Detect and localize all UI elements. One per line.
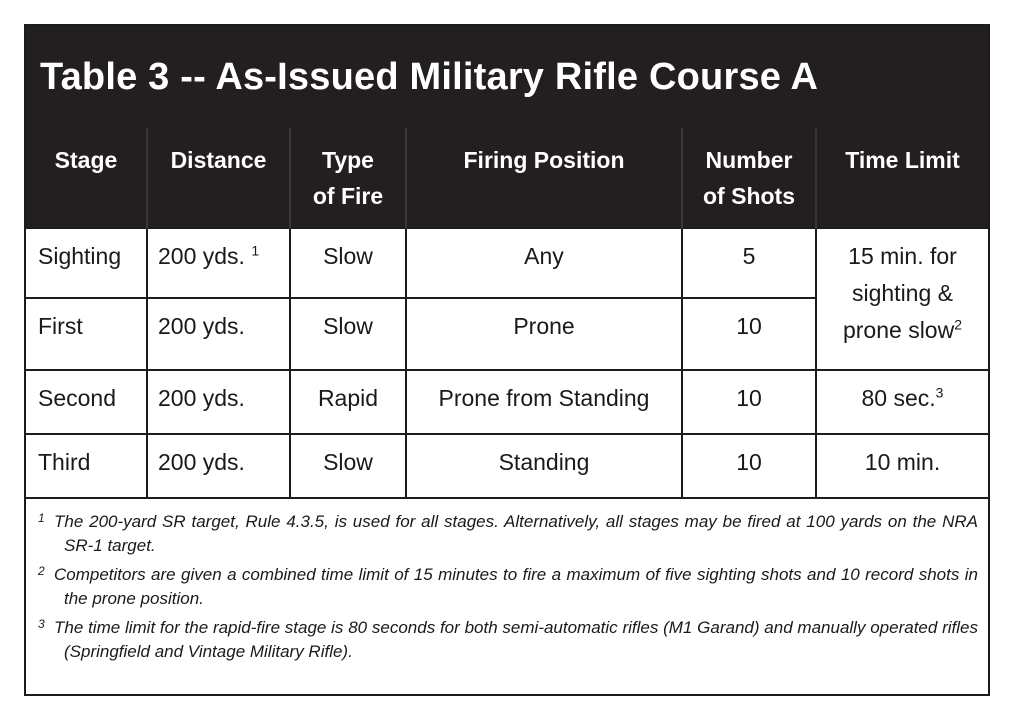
column-header-shots-line-2: of Shots xyxy=(703,183,795,209)
column-header-type-line-1: Type xyxy=(322,147,374,173)
cell-firing-position: Standing xyxy=(406,434,682,498)
cell-distance: 200 yds. xyxy=(147,434,290,498)
cell-stage: Sighting xyxy=(26,228,147,298)
column-header-type-line-2: of Fire xyxy=(312,183,384,209)
cell-distance xyxy=(147,228,290,298)
column-header-number-of-shots xyxy=(682,128,816,228)
cell-firing-position: Prone xyxy=(406,298,682,370)
cell-stage: Third xyxy=(26,434,147,498)
cell-firing-position: Any xyxy=(406,228,682,298)
footnote-ref: 3 xyxy=(935,384,944,401)
cell-type-of-fire: Rapid xyxy=(290,370,406,434)
footnote-3 xyxy=(38,616,978,664)
column-header-distance-label: Distance xyxy=(170,147,267,173)
time-limit-line-3: prone slow xyxy=(842,317,955,343)
footnote-marker: 3 xyxy=(38,617,45,631)
cell-distance-value: 200 yds. xyxy=(158,243,245,269)
course-table-frame xyxy=(24,24,990,696)
cell-time-limit xyxy=(816,370,988,434)
cell-stage: First xyxy=(26,298,147,370)
column-header-shots-line-1: Number xyxy=(705,147,793,173)
cell-number-of-shots: 10 xyxy=(682,298,816,370)
header-row xyxy=(26,128,988,228)
cell-type-of-fire: Slow xyxy=(290,228,406,298)
table-row-third xyxy=(26,434,988,498)
column-header-time-limit xyxy=(816,128,988,228)
footnote-marker: 2 xyxy=(38,564,45,578)
cell-number-of-shots: 5 xyxy=(682,228,816,298)
cell-time-limit: 10 min. xyxy=(816,434,988,498)
footnote-ref: 1 xyxy=(251,242,260,259)
cell-distance: 200 yds. xyxy=(147,370,290,434)
column-header-firing-position xyxy=(406,128,682,228)
cell-type-of-fire: Slow xyxy=(290,298,406,370)
cell-number-of-shots: 10 xyxy=(682,434,816,498)
column-header-firing-position-label: Firing Position xyxy=(463,147,625,173)
footnote-text: The time limit for the rapid-fire stage is 80 seconds for both semi-automatic rifles (M1 Garand) and manually operated rifles (Springfield and Vintage Military Rifle). xyxy=(54,618,978,661)
column-header-type-of-fire xyxy=(290,128,406,228)
column-header-distance xyxy=(147,128,290,228)
footnote-text: Competitors are given a combined time limit of 15 minutes to fire a maximum of five sighting shots and 10 record shots in the prone position. xyxy=(54,565,978,608)
cell-number-of-shots: 10 xyxy=(682,370,816,434)
table-row-sighting xyxy=(26,228,988,298)
cell-firing-position: Prone from Standing xyxy=(406,370,682,434)
cell-time-limit-merged xyxy=(816,228,988,370)
time-limit-line-2: sighting & xyxy=(851,280,953,306)
footnote-1 xyxy=(38,510,978,558)
cell-type-of-fire: Slow xyxy=(290,434,406,498)
table-row-second xyxy=(26,370,988,434)
title-bar xyxy=(26,26,988,130)
course-table xyxy=(26,128,988,499)
cell-stage: Second xyxy=(26,370,147,434)
table-title: Table 3 -- As-Issued Military Rifle Course A xyxy=(40,56,819,98)
footnotes xyxy=(26,500,988,669)
cell-time-limit-value: 80 sec. xyxy=(861,385,936,411)
footnote-text: The 200-yard SR target, Rule 4.3.5, is used for all stages. Alternatively, all stages may be fired at 100 yards on the NRA SR-1 target. xyxy=(54,512,978,555)
column-header-stage xyxy=(26,128,147,228)
time-limit-line-1: 15 min. for xyxy=(848,243,957,269)
column-header-stage-label: Stage xyxy=(54,147,118,173)
cell-distance: 200 yds. xyxy=(147,298,290,370)
column-header-time-limit-label: Time Limit xyxy=(845,147,960,173)
footnote-ref: 2 xyxy=(954,316,963,333)
footnote-2 xyxy=(38,563,978,611)
footnote-marker: 1 xyxy=(38,511,45,525)
